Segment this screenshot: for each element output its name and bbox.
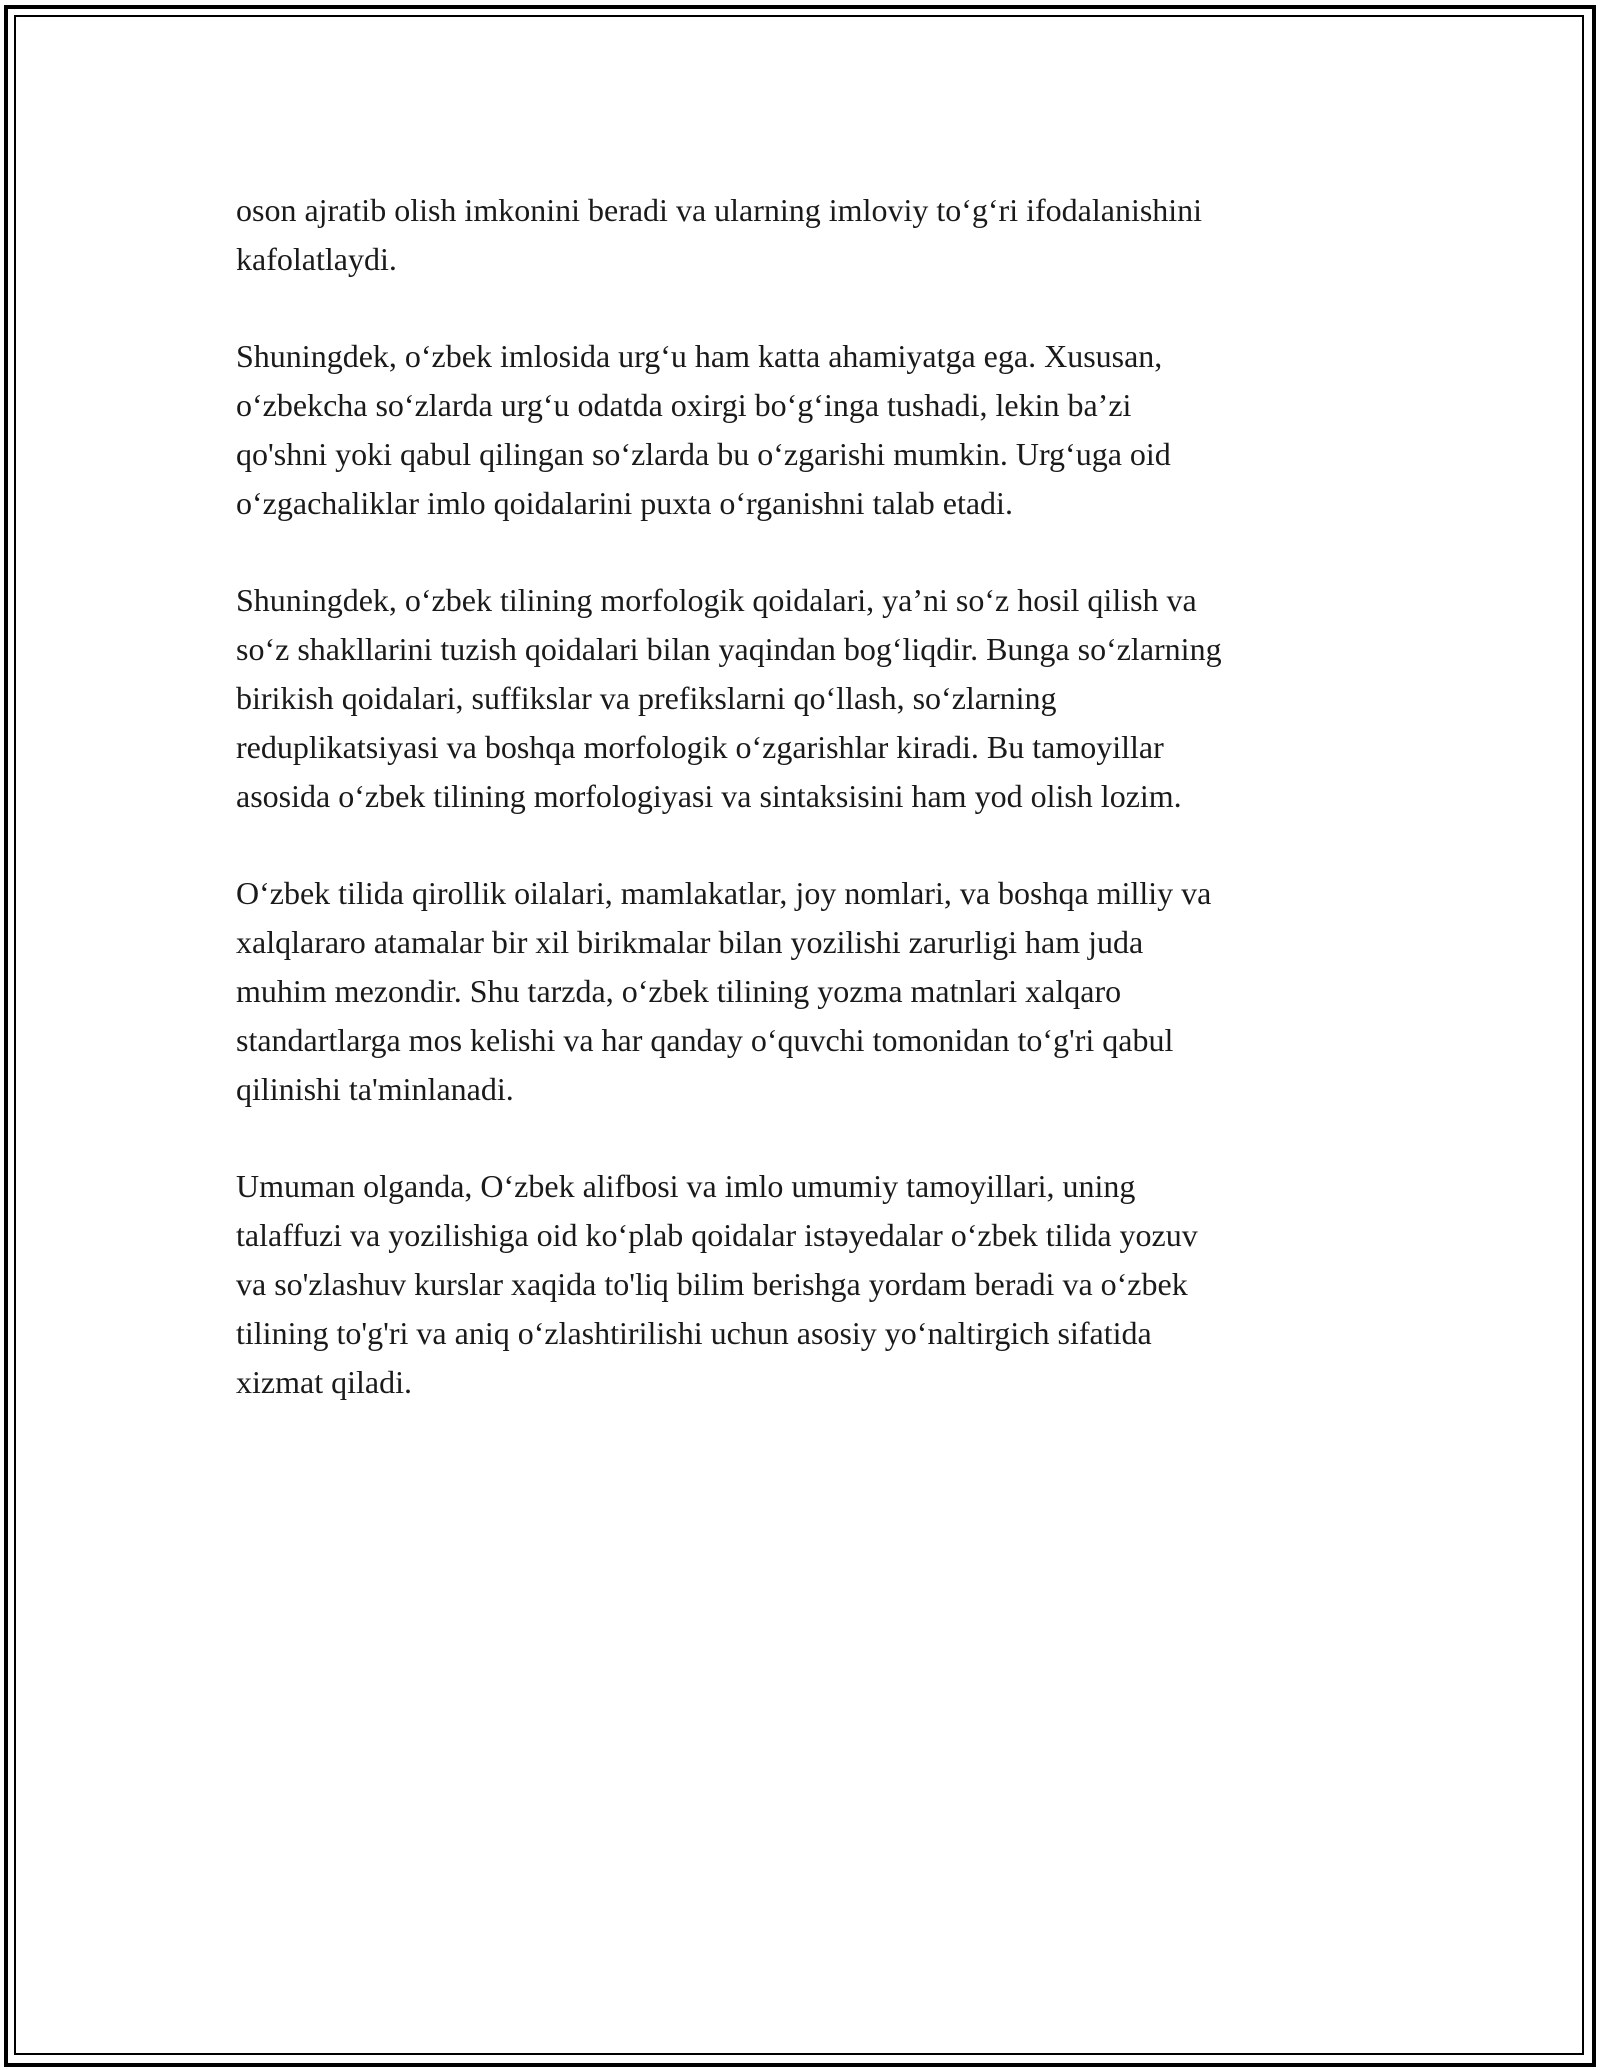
paragraph-1 bbox=[236, 186, 1386, 284]
text-line: reduplikatsiyasi va boshqa morfologik o‘zgarishlar kiradi. Bu tamoyillar bbox=[236, 729, 1164, 765]
text-line: muhim mezondir. Shu tarzda, o‘zbek tilining yozma matnlari xalqaro bbox=[236, 973, 1122, 1009]
text-line: standartlarga mos kelishi va har qanday o‘quvchi tomonidan to‘g'ri qabul bbox=[236, 1022, 1174, 1058]
text-line: birikish qoidalari, suffikslar va prefikslarni qo‘llash, so‘zlarning bbox=[236, 680, 1057, 716]
text-line: so‘z shakllarini tuzish qoidalari bilan yaqindan bog‘liqdir. Bunga so‘zlarning bbox=[236, 631, 1222, 667]
text-line: Shuningdek, o‘zbek imlosida urg‘u ham katta ahamiyatga ega. Xususan, bbox=[236, 338, 1163, 374]
text-line: xalqlararo atamalar bir xil birikmalar bilan yozilishi zarurligi ham juda bbox=[236, 924, 1144, 960]
paragraph-2 bbox=[236, 332, 1386, 528]
text-line: qo'shni yoki qabul qilingan so‘zlarda bu o‘zgarishi mumkin. Urg‘uga oid bbox=[236, 436, 1171, 472]
document-body bbox=[236, 186, 1386, 1455]
text-line: Umuman olganda, O‘zbek alifbosi va imlo umumiy tamoyillari, uning bbox=[236, 1168, 1136, 1204]
text-line: o‘zbekcha so‘zlarda urg‘u odatda oxirgi bo‘g‘inga tushadi, lekin ba’zi bbox=[236, 387, 1132, 423]
text-line: xizmat qiladi. bbox=[236, 1364, 412, 1400]
paragraph-3 bbox=[236, 576, 1386, 821]
text-line: qilinishi ta'minlanadi. bbox=[236, 1071, 514, 1107]
text-line: O‘zbek tilida qirollik oilalari, mamlakatlar, joy nomlari, va boshqa milliy va bbox=[236, 875, 1212, 911]
paragraph-5 bbox=[236, 1162, 1386, 1407]
text-line: oson ajratib olish imkonini beradi va ularning imloviy to‘g‘ri ifodalanishini bbox=[236, 192, 1203, 228]
text-line: Shuningdek, o‘zbek tilining morfologik qoidalari, ya’ni so‘z hosil qilish va bbox=[236, 582, 1197, 618]
text-line: va so'zlashuv kurslar xaqida to'liq bilim berishga yordam beradi va o‘zbek bbox=[236, 1266, 1188, 1302]
text-line: talaffuzi va yozilishiga oid ko‘plab qoidalar istəyedalar o‘zbek tilida yozuv bbox=[236, 1217, 1198, 1253]
text-line: o‘zgachaliklar imlo qoidalarini puxta o‘rganishni talab etadi. bbox=[236, 485, 1013, 521]
text-line: asosida o‘zbek tilining morfologiyasi va sintaksisini ham yod olish lozim. bbox=[236, 778, 1182, 814]
text-line: kafolatlaydi. bbox=[236, 241, 397, 277]
text-line: tilining to'g'ri va aniq o‘zlashtirilishi uchun asosiy yo‘naltirgich sifatida bbox=[236, 1315, 1152, 1351]
paragraph-4 bbox=[236, 869, 1386, 1114]
